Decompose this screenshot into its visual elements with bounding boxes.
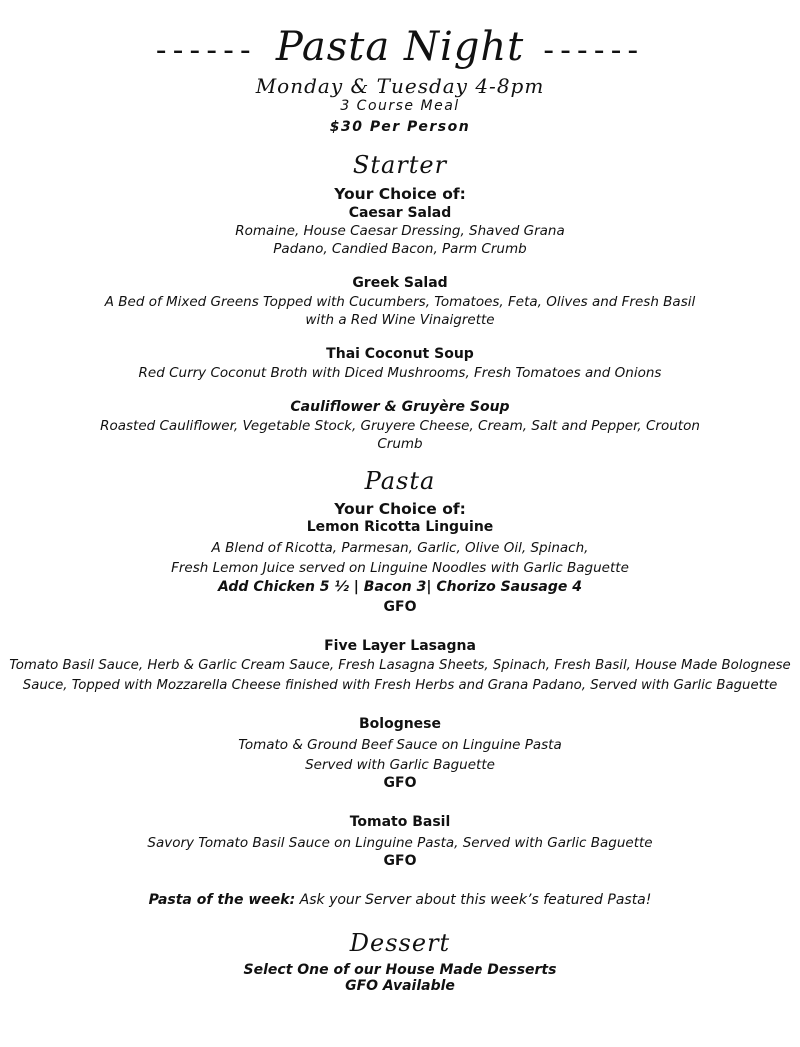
lasagna-desc-1: Tomato Basil Sauce, Herb & Garlic Cream Sauce, Fresh Lasagna Sheets, Spinach, Fresh Basil, House Made Bolognese — [9, 658, 791, 673]
tomato-basil-name: Tomato Basil — [349, 814, 451, 830]
pasta-of-week-label: Pasta of the week: — [148, 892, 296, 908]
bolognese-desc-1: Tomato & Ground Beef Sauce on Linguine Pasta — [238, 737, 562, 753]
price-text: $30 Per Person — [329, 119, 471, 135]
greek-salad-desc-2: with a Red Wine Vinaigrette — [305, 312, 495, 328]
lemon-linguine-desc-1: A Blend of Ricotta, Parmesan, Garlic, Olive Oil, Spinach, — [211, 540, 589, 556]
dessert-heading: Dessert — [349, 929, 451, 957]
pasta-heading: Pasta — [364, 467, 436, 495]
tomato-basil-gfo: GFO — [383, 853, 417, 869]
dessert-line-1: Select One of our House Made Desserts — [243, 962, 557, 978]
dessert-line-2: GFO Available — [345, 978, 455, 994]
pasta-of-week-text: Ask your Server about this week’s featured Pasta! — [295, 892, 652, 908]
course-info: 3 Course Meal — [340, 98, 460, 114]
page-title: Pasta Night — [275, 24, 525, 70]
caesar-salad-name: Caesar Salad — [348, 205, 452, 221]
pasta-choice-label: Your Choice of: — [334, 500, 466, 518]
greek-salad-name: Greek Salad — [352, 275, 448, 291]
title-dashes-left: ------ — [155, 33, 257, 68]
cauliflower-soup-name: Cauliflower & Gruyère Soup — [290, 399, 510, 415]
title-row — [0, 24, 800, 70]
lasagna-name: Five Layer Lasagna — [324, 638, 476, 654]
lemon-linguine-name: Lemon Ricotta Linguine — [306, 519, 494, 535]
thai-soup-name: Thai Coconut Soup — [326, 346, 474, 362]
lasagna-desc-2: Sauce, Topped with Mozzarella Cheese finished with Fresh Herbs and Grana Padano, Served with Garlic Baguette — [22, 678, 778, 693]
starter-choice-label: Your Choice of: — [334, 185, 466, 203]
tomato-basil-desc: Savory Tomato Basil Sauce on Linguine Pasta, Served with Garlic Baguette — [147, 835, 653, 851]
lemon-linguine-desc-2: Fresh Lemon Juice served on Linguine Noodles with Garlic Baguette — [171, 560, 629, 576]
greek-salad-desc-1: A Bed of Mixed Greens Topped with Cucumbers, Tomatoes, Feta, Olives and Fresh Basil — [104, 294, 696, 310]
caesar-salad-desc-2: Padano, Candied Bacon, Parm Crumb — [273, 241, 527, 257]
caesar-salad-desc-1: Romaine, House Caesar Dressing, Shaved Grana — [235, 223, 565, 239]
cauliflower-soup-desc-2: Crumb — [377, 436, 423, 452]
starter-heading: Starter — [352, 151, 448, 179]
bolognese-desc-2: Served with Garlic Baguette — [305, 757, 495, 773]
bolognese-gfo: GFO — [383, 775, 417, 791]
lemon-linguine-addons: Add Chicken 5 ½ | Bacon 3| Chorizo Sausage 4 — [218, 579, 582, 595]
lemon-linguine-gfo: GFO — [383, 599, 417, 615]
thai-soup-desc: Red Curry Coconut Broth with Diced Mushrooms, Fresh Tomatoes and Onions — [138, 365, 662, 381]
menu-subtitle: Monday & Tuesday 4-8pm — [255, 74, 545, 98]
bolognese-name: Bolognese — [358, 716, 442, 732]
pasta-of-week-note — [0, 892, 800, 908]
cauliflower-soup-desc-1: Roasted Cauliflower, Vegetable Stock, Gruyere Cheese, Cream, Salt and Pepper, Crouton — [100, 418, 700, 434]
title-dashes-right: ------ — [543, 33, 645, 68]
